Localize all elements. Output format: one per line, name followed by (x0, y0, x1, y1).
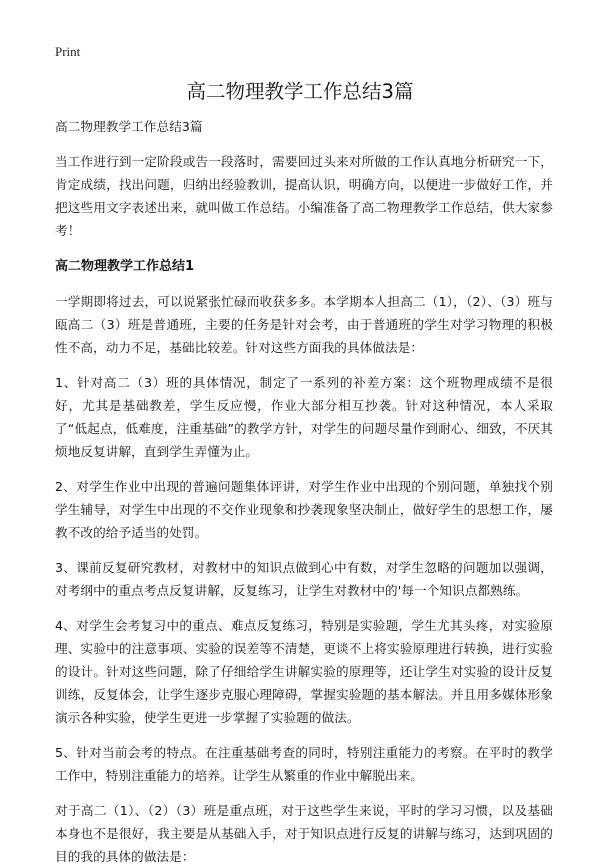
intro-paragraph: 当工作进行到一定阶段或告一段落时，需要回过头来对所做的工作认真地分析研究一下，肯定成绩，找出问题，归纳出经验教训，提高认识，明确方向，以便进一步做好工作，并把这些用文字表述出来，就叫做工作总结。小编准备了高二物理教学工作总结，供大家参考！ (55, 154, 553, 238)
body-paragraph: 对于高二（1）、（2）（3）班是重点班，对于这些学生来说，平时的学习习惯，以及基础本身也不是很好，我主要是从基础入手，对于知识点进行反复的讲解与练习，达到巩固的目的我的具体的做法是： (55, 803, 553, 864)
document-body (55, 115, 553, 868)
document-subtitle: 高二物理教学工作总结3篇 (55, 119, 203, 134)
body-paragraph: 3、课前反复研究教材，对教材中的知识点做到心中有数，对学生忽略的问题加以强调，对考纲中的重点考点反复讲解，反复练习，让学生对教材中的'每一个知识点都熟练。 (55, 560, 553, 598)
body-paragraph: 4、对学生会考复习中的重点、难点反复练习，特别是实验题，学生尤其头疼，对实验原理、实验中的注意事项、实验的误差等不清楚，更谈不上将实验原理进行转换，进行实验的设计。针对这些问题，除了仔细给学生讲解实验的原理等，还让学生对实验的设计反复训练，反复体会，让学生逐步克服心理障碍，掌握实验题的基本解法。并且用多媒体形象演示各种实验，使学生更进一步掌握了实验题的做法。 (55, 618, 553, 725)
body-paragraph: 一学期即将过去，可以说紧张忙碌而收获多多。本学期本人担高二（1），（2）、（3）班与瓯高二（3）班是普通班，主要的任务是针对会考，由于普通班的学生对学习物理的积极性不高，动力不足，基础比较差。针对这些方面我的具体做法是： (55, 294, 553, 355)
print-label: Print (55, 44, 81, 59)
body-paragraph: 2、对学生作业中出现的普遍问题集体评讲，对学生作业中出现的个别问题，单独找个别学生辅导，对学生中出现的不交作业现象和抄袭现象坚决制止，做好学生的思想工作，屡教不改的给予适当的处罚。 (55, 479, 553, 540)
body-paragraph: 1、针对高二（3）班的具体情况，制定了一系列的补差方案：这个班物理成绩不是很好，尤其是基础教差，学生反应慢，作业大部分相互抄袭。针对这种情况，本人采取了“低起点，低难度，注重基础”的教学方针，对学生的问题尽量作到耐心、细致，不厌其烦地反复讲解，直到学生弄懂为止。 (55, 375, 553, 459)
body-paragraph: 5、针对当前会考的特点。在注重基础考查的同时，特别注重能力的考察。在平时的教学工作中，特别注重能力的培养。让学生从繁重的作业中解脱出来。 (55, 745, 553, 783)
document-title: 高二物理教学工作总结3篇 (186, 80, 414, 103)
section-heading: 高二物理教学工作总结1 (55, 259, 195, 274)
